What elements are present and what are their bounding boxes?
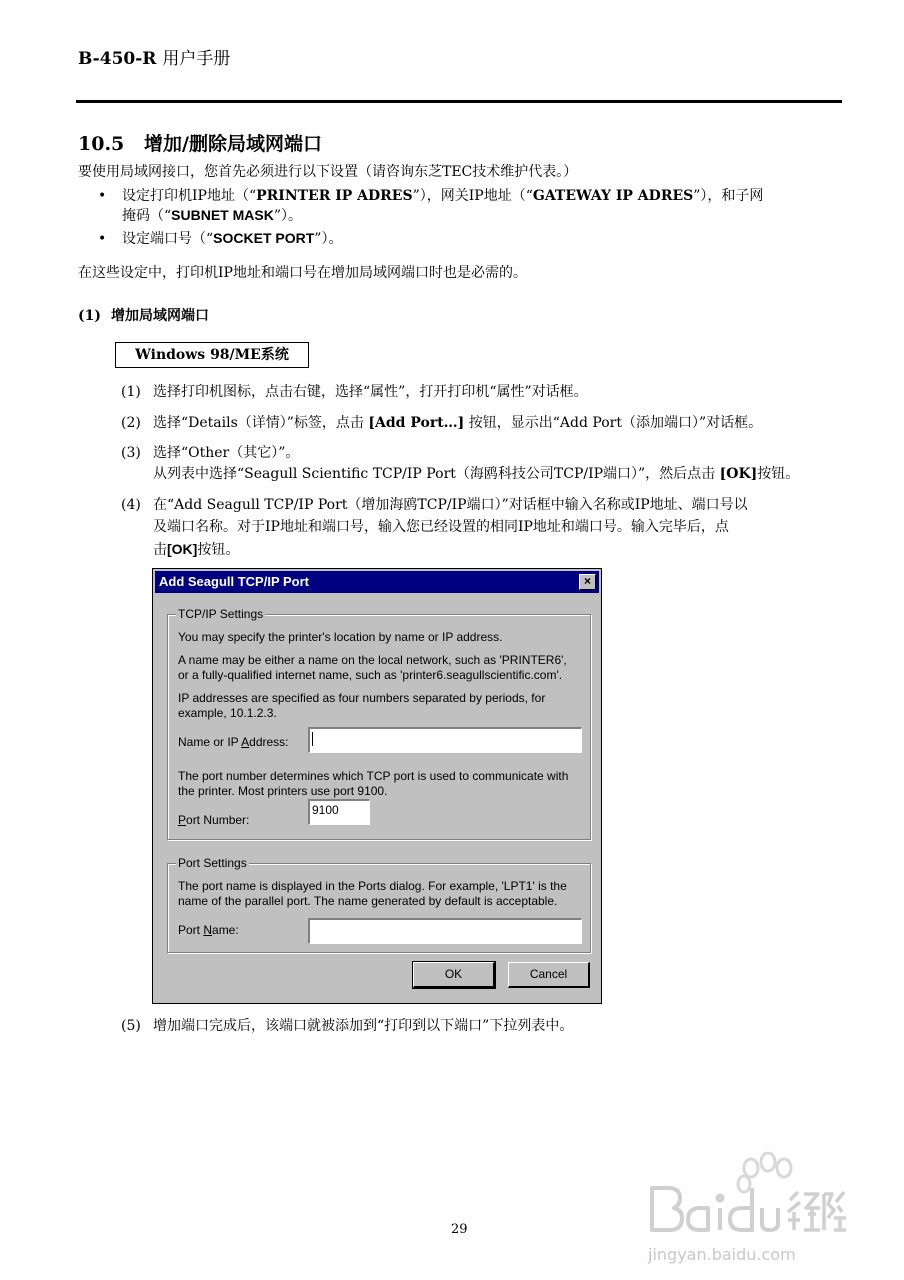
bullet-item-port [98,229,342,249]
dialog-text: The port name is displayed in the Ports dialog. For example, 'LPT1' is the [178,879,567,893]
step-number: (3) [121,445,141,461]
port-number-label [178,813,249,828]
header-title: 用户手册 [162,49,231,69]
bullet-mark: • [98,188,107,204]
step-text: 从列表中选择“Seagull Scientific TCP/IP Port（海鸥科技公司TCP/IP端口）”，然后点击 [153,466,720,482]
dialog-text: name of the parallel port. The name generated by default is acceptable. [178,894,558,908]
step-3-continued [153,465,799,484]
step-3 [121,444,299,463]
dialog-text: You may specify the printer's location by name or IP address. [178,630,503,644]
step-text: 增加端口完成后，该端口就被添加到“打印到以下端口”下拉列表中。 [153,1018,574,1034]
label-accelerator: N [203,923,213,937]
dialog-titlebar [155,571,599,593]
section-title-text: 增加/删除局域网端口 [144,133,322,155]
dialog-title: Add Seagull TCP/IP Port [159,574,310,589]
add-port-keyword: [Add Port…] [368,415,465,431]
step-number: (1) [121,384,141,400]
step-2 [121,414,762,433]
step-1 [121,383,588,402]
port-name-input[interactable] [308,918,582,944]
header-model: B-450-R [78,49,157,69]
label-text: ort Number: [186,813,250,827]
bullet-text: ”）。 [314,231,343,247]
bullet-item-ip-continued [122,206,302,226]
text-caret [312,732,313,746]
step-number: (2) [121,415,141,431]
dialog-text: IP addresses are specified as four numbers separated by periods, for [178,691,546,705]
step-text: 在“Add Seagull TCP/IP Port（增加海鸥TCP/IP端口）”对话框中输入名称或IP地址、端口号以 [153,497,748,513]
bullet-text: ”），和子网 [693,188,764,204]
keyword-socket-port: SOCKET PORT [213,230,315,246]
bullet-item-ip [98,187,763,206]
bullet-text: 设定打印机IP地址（“ [122,188,257,204]
os-label-box: Windows 98/ME系统 [115,342,309,368]
add-seagull-port-dialog [152,568,602,1004]
dialog-text: the printer. Most printers use port 9100. [178,784,388,798]
step-text: 按钮。 [197,542,240,558]
step-number: (5) [121,1018,141,1034]
keyword-subnet-mask: SUBNET MASK [171,207,274,223]
close-icon[interactable]: × [579,574,596,590]
label-text: ddress: [249,735,289,749]
page-header [78,44,230,69]
dialog-text: The port number determines which TCP port is used to communicate with [178,769,569,783]
dialog-text: or a fully-qualified internet name, such as 'printer6.seagullscientific.com'. [178,668,563,682]
keyword-gateway-ip: GATEWAY IP ADRES [532,188,694,204]
port-number-input[interactable]: 9100 [308,799,370,825]
ok-button[interactable]: OK [413,962,495,988]
tcpip-settings-group [167,607,591,840]
settings-note-paragraph: 在这些设定中，打印机IP地址和端口号在增加局域网端口时也是必需的。 [78,265,527,281]
bullet-text: 设定端口号（“ [122,231,214,247]
label-accelerator: P [178,813,187,827]
dialog-text: A name may be either a name on the local network, such as 'PRINTER6', [178,653,567,667]
step-text: 按钮，显示出“Add Port（添加端口）”对话框。 [464,415,763,431]
section-title [78,129,322,156]
bullet-text: ”），网关IP地址（“ [412,188,533,204]
dialog-text: example, 10.1.2.3. [178,706,277,720]
subsection-title-text: 增加局域网端口 [111,308,209,324]
cancel-button[interactable]: Cancel [508,962,590,988]
ok-keyword: [OK] [719,466,758,482]
step-text: 击 [153,542,167,558]
label-text: ame: [212,923,239,937]
name-ip-input[interactable] [308,727,582,753]
ok-keyword: [OK] [167,541,198,557]
step-4-line-3 [153,540,239,560]
page-number: 29 [451,1222,468,1237]
step-5 [121,1017,573,1036]
group-legend: Port Settings [178,856,247,870]
bullet-mark: • [98,231,107,247]
step-text: 选择“Details（详情）”标签，点击 [153,415,369,431]
step-4-line-2: 及端口名称。对于IP地址和端口号，输入您已经设置的相同IP地址和端口号。输入完毕后，点 [153,519,729,535]
step-4 [121,496,748,515]
subsection-title [78,305,209,325]
step-number: (4) [121,497,141,513]
name-ip-label [178,735,289,750]
port-name-label [178,923,239,938]
watermark-url: jingyan.baidu.com [648,1245,796,1264]
label-text: Name or IP [178,735,242,749]
step-text: 选择“Other（其它）”。 [153,445,300,461]
keyword-printer-ip: PRINTER IP ADRES [256,188,413,204]
step-text: 按钮。 [757,466,800,482]
bullet-text: ”）。 [273,208,303,224]
bullet-text: 掩码（“ [122,208,172,224]
section-number: 10.5 [78,133,125,155]
group-legend: TCP/IP Settings [178,607,264,621]
header-rule [76,100,842,103]
intro-paragraph: 要使用局域网接口，您首先必须进行以下设置（请咨询东芝TEC技术维护代表。） [78,164,578,180]
step-text: 选择打印机图标，点击右键，选择“属性”，打开打印机“属性”对话框。 [153,384,588,400]
label-text: Port [178,923,204,937]
port-settings-group [167,856,591,953]
label-accelerator: A [241,735,250,749]
subsection-number: (1) [78,308,101,324]
